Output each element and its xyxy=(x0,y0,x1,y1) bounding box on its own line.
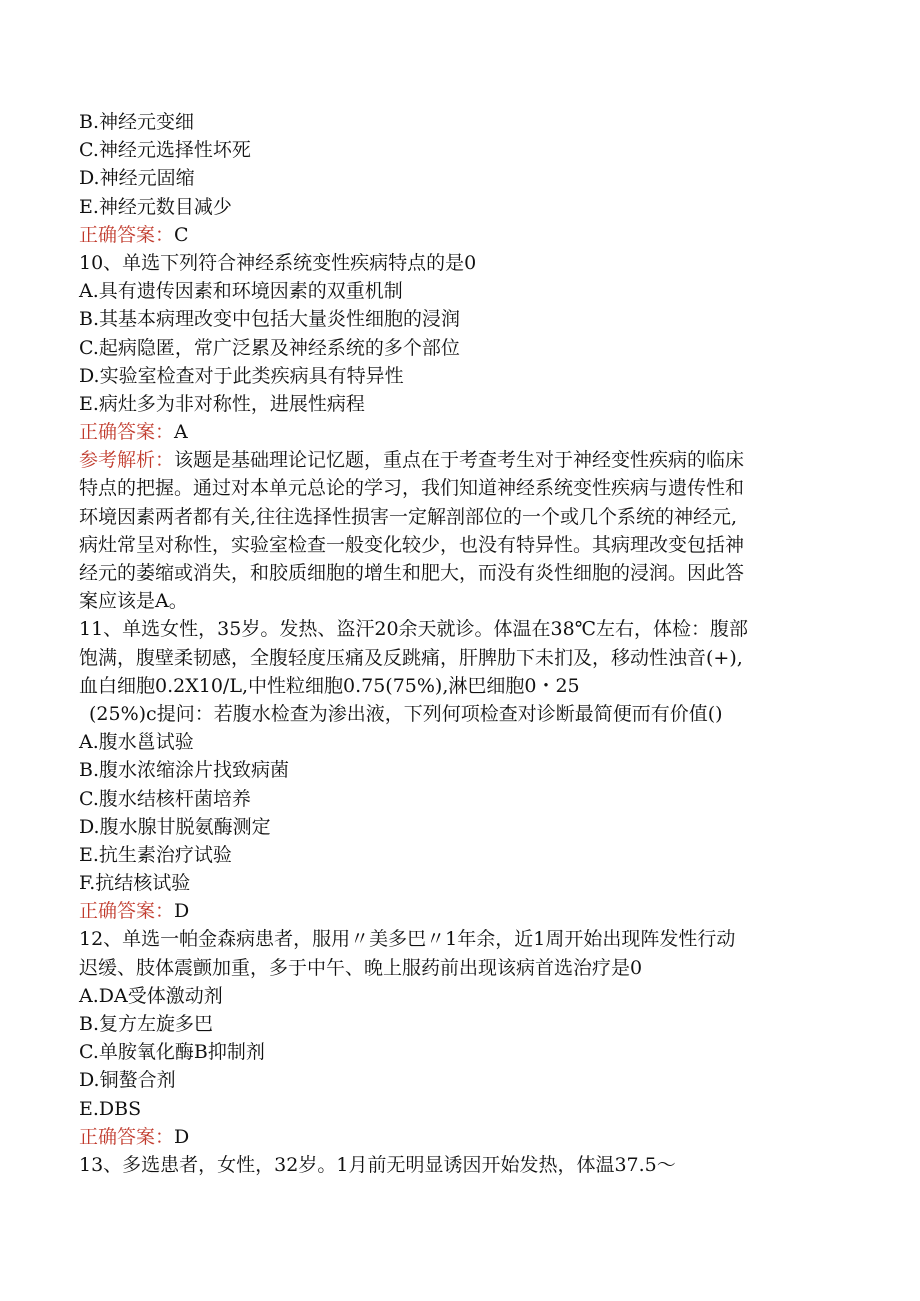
answer-label: 正确答案： xyxy=(79,223,175,246)
option-d: D.腹水腺甘脱氨酶测定 xyxy=(79,815,271,838)
answer-line xyxy=(79,418,839,446)
explanation-line xyxy=(79,446,839,474)
answer-value: D xyxy=(174,900,190,923)
explanation-line: 环境因素两者都有关,往往选择性损害一定解剖部位的一个或几个系统的神经元, xyxy=(79,505,738,528)
explanation-line: 特点的把握。通过对本单元总论的学习，我们知道神经系统变性疾病与遗传性和 xyxy=(79,477,745,500)
answer-label: 正确答案： xyxy=(79,1125,175,1148)
explanation-label: 参考解析： xyxy=(79,449,175,472)
question-9 xyxy=(79,108,839,249)
explanation-line: 案应该是A。 xyxy=(79,590,188,613)
option-b: B.复方左旋多巴 xyxy=(79,1013,214,1035)
answer-line xyxy=(79,897,839,925)
answer-label: 正确答案： xyxy=(79,421,175,444)
option-d: D.铜螯合剂 xyxy=(79,1069,176,1092)
option-e: E.神经元数目减少 xyxy=(79,195,232,218)
answer-value: D xyxy=(174,1125,190,1148)
answer-line xyxy=(79,1123,839,1151)
option-b: B.神经元变细 xyxy=(79,111,195,133)
option-e: E.病灶多为非对称性，进展性病程 xyxy=(79,392,365,415)
answer-label: 正确答案： xyxy=(79,900,175,923)
option-a: A.腹水邕试验 xyxy=(79,731,194,754)
question-stem: 13、多选患者，女性，32岁。1月前无明显诱因开始发热，体温37.5～ xyxy=(79,1153,676,1176)
option-b: B.其基本病理改变中包括大量炎性细胞的浸润 xyxy=(79,308,461,331)
question-10 xyxy=(79,249,839,615)
document-page xyxy=(79,108,839,1179)
question-11 xyxy=(79,615,839,925)
option-c: C.起病隐匿，常广泛累及神经系统的多个部位 xyxy=(79,336,460,359)
option-b: B.腹水浓缩涂片找致病菌 xyxy=(79,759,290,782)
explanation-text: 该题是基础理论记忆题，重点在于考查考生对于神经变性疾病的临床 xyxy=(174,449,745,472)
option-a: A.DA受体激动剂 xyxy=(79,984,223,1007)
explanation-line: 经元的萎缩或消失，和胶质细胞的增生和肥大，而没有炎性细胞的浸润。因此答 xyxy=(79,562,745,584)
question-stem-line: 11、单选女性，35岁。发热、盗汗20余天就诊。体温在38℃左右，体检：腹部 xyxy=(79,618,748,641)
question-stem-line: 12、单选一帕金森病患者，服用〃美多巴〃1年余，近1周开始出现阵发性行动 xyxy=(79,928,736,951)
explanation-line: 病灶常呈对称性，实验室检查一般变化较少，也没有特异性。其病理改变包括神 xyxy=(79,533,745,556)
option-d: D.实验室检查对于此类疾病具有特异性 xyxy=(79,364,404,387)
question-13 xyxy=(79,1151,839,1179)
question-12 xyxy=(79,925,839,1151)
answer-value: A xyxy=(174,421,188,444)
option-c: C.单胺氧化酶B抑制剂 xyxy=(79,1041,265,1064)
question-stem-line: 饱满，腹壁柔韧感，全腹轻度压痛及反跳痛，肝脾肋下未扪及，移动性浊音(+), xyxy=(79,646,743,669)
option-e: E.抗生素治疗试验 xyxy=(79,843,232,866)
question-stem-line: (25%)c提问：若腹水检查为渗出液，下列何项检查对诊断最简便而有价值() xyxy=(89,702,723,725)
option-c: C.神经元选择性坏死 xyxy=(79,139,251,162)
question-stem-line: 血白细胞0.2X10/L,中性粒细胞0.75(75%),淋巴细胞0・25 xyxy=(79,674,580,697)
answer-line xyxy=(79,221,839,249)
answer-value: C xyxy=(174,223,189,246)
question-stem: 10、单选下列符合神经系统变性疾病特点的是0 xyxy=(79,251,477,274)
question-stem-line: 迟缓、肢体震颤加重，多于中午、晚上服药前出现该病首选治疗是0 xyxy=(79,956,643,979)
option-a: A.具有遗传因素和环境因素的双重机制 xyxy=(79,280,403,303)
option-f: F.抗结核试验 xyxy=(79,872,191,895)
option-d: D.神经元固缩 xyxy=(79,167,195,190)
option-e: E.DBS xyxy=(79,1097,142,1120)
option-c: C.腹水结核杆菌培养 xyxy=(79,787,251,810)
